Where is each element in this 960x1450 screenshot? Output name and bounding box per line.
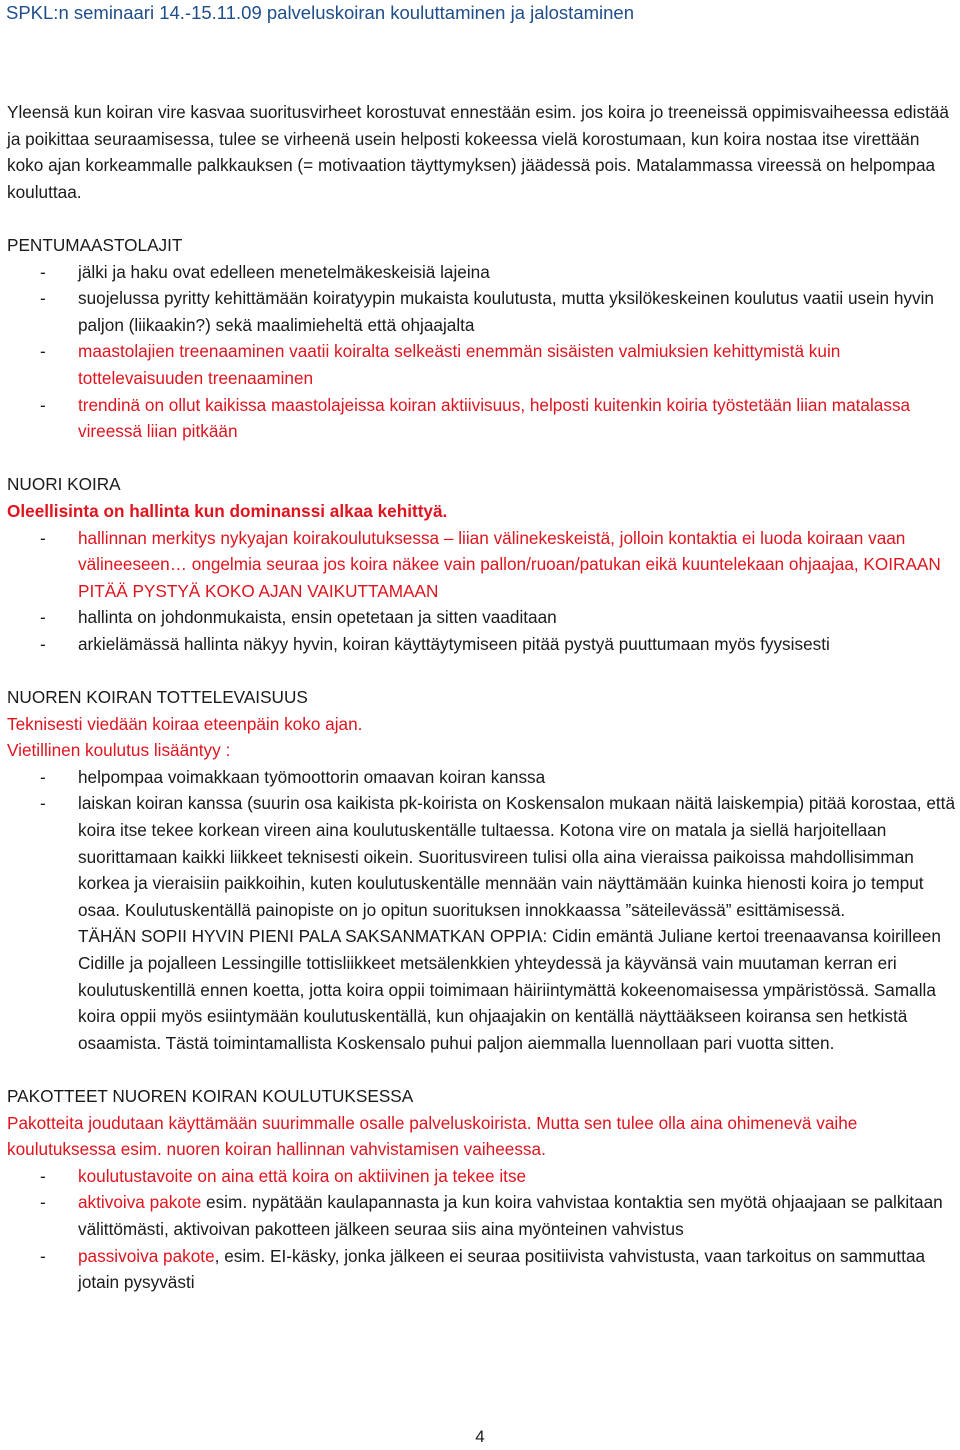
list-item: - jälki ja haku ovat edelleen menetelmäkeskeisiä lajeina [7, 259, 957, 286]
term-aktivoiva-pakote: aktivoiva pakote [78, 1192, 202, 1213]
list-item: - helpompaa voimakkaan työmoottorin omaavan koiran kanssa [7, 764, 957, 791]
list-item: - suojelussa pyritty kehittämään koiratyypin mukaista koulutusta, mutta yksilökeskeinen koulutus vaatii usein hyvin paljon (liikaakin?) sekä maalimieheltä että ohjaajalta [7, 285, 957, 338]
list-item-text: laiskan koiran kanssa (suurin osa kaikista pk-koirista on Koskensalon mukaan näitä laiskempia) pitää korostaa, että koira itse tekee korkean vireen aina koulutuskentälle tultaessa. Kotona vire on matala ja siellä harjoitellaan suorittamaan kaikki liikkeet teknisesti oikein. Suoritusvireen tulisi olla aina vieraissa paikoissa mahdollisimman korkea ja vieraisiin paikkoihin, kuten koulutuskentälle mennään vain näyttämään kuinka hienosti koira jo temput osaa. Koulutuskentällä painopiste on jo opitun suorituksen innokkaassa ”säteilevässä” esittämisessä. [78, 793, 956, 920]
nuori-koira-lead: Oleellisinta on hallinta kun dominanssi alkaa kehittyä. [7, 500, 448, 521]
section-heading-tottelevaisuus: NUOREN KOIRAN TOTTELEVAISUUS [7, 687, 308, 708]
term-passivoiva-pakote: passivoiva pakote [78, 1245, 215, 1266]
list-item: - maastolajien treenaaminen vaatii koiralta selkeästi enemmän sisäisten valmiuksien kehittymistä kuin tottelevaisuuden treenaaminen [7, 338, 957, 391]
list-item [7, 1189, 957, 1242]
section-heading-nuori-koira: NUORI KOIRA [7, 474, 121, 495]
nuori-koira-list [7, 525, 957, 658]
tottelevaisuus-lead-1: Teknisesti viedään koiraa eteenpäin koko ajan. [7, 713, 363, 734]
pentumaastolajit-list [7, 259, 957, 445]
page-header: SPKL:n seminaari 14.-15.11.09 palveluskoiran kouluttaminen ja jalostaminen [6, 2, 634, 23]
section-heading-pentumaastolajit: PENTUMAASTOLAJIT [7, 234, 183, 255]
tottelevaisuus-list [7, 764, 957, 1057]
saksanmatka-note: TÄHÄN SOPII HYVIN PIENI PALA SAKSANMATKAN OPPIA: Cidin emäntä Juliane kertoi treenaavansa koirilleen Cidille ja pojalleen Lessingille tottisliikkeet metsälenkkien yhteydessä ja käyvänsä vain muutaman kerran eri koulutuskentillä ennen koetta, jotta koira oppii toimimaan häiriintymättä kokeenomaisessa ympäristössä. Samalla koira oppii myös esiintymään koulutuskentällä, kun ohjaajakin on kentällä näyttääkseen koiransa sen hetkistä osaamista. Tästä toimintamallista Koskensalo puhui paljon aiemmalla luennollaan pari vuotta sitten. [78, 926, 941, 1053]
list-item [7, 1243, 957, 1296]
intro-paragraph: Yleensä kun koiran vire kasvaa suoritusvirheet korostuvat ennestään esim. jos koira jo treeneissä oppimisvaiheessa edistää ja poikittaa seuraamisessa, tulee se virheenä usein helposti kokeessa vielä korostumaan, kun koira nostaa itse virettään koko ajan korkeammalle palkkauksen (= motivaation täyttymyksen) jäädessä pois. Matalammassa vireessä on helpompaa kouluttaa. [7, 102, 949, 202]
list-item: - trendinä on ollut kaikissa maastolajeissa koiran aktiivisuus, helposti kuitenkin koiria työstetään liian matalassa vireessä liian pitkään [7, 392, 957, 445]
section-heading-pakotteet: PAKOTTEET NUOREN KOIRAN KOULUTUKSESSA [7, 1085, 414, 1106]
list-item: - koulutustavoite on aina että koira on aktiivinen ja tekee itse [7, 1163, 957, 1190]
list-item: - hallinta on johdonmukaista, ensin opetetaan ja sitten vaaditaan [7, 604, 957, 631]
list-item-text: esim. nypätään kaulapannasta ja kun koira vahvistaa kontaktia sen myötä ohjaajaan se palkitaan välittömästi, aktivoivan pakotteen jälkeen seuraa siis aina myönteinen vahvistus [78, 1192, 943, 1239]
pakotteet-list [7, 1163, 957, 1296]
document-body [7, 99, 957, 1296]
list-item-text: , esim. EI-käsky, jonka jälkeen ei seuraa positiivista vahvistusta, vaan tarkoitus on sammuttaa jotain pysyvästi [78, 1245, 926, 1293]
list-item [7, 790, 957, 1056]
tottelevaisuus-lead-2: Vietillinen koulutus lisääntyy : [7, 740, 231, 761]
list-item: - hallinnan merkitys nykyajan koirakoulutuksessa – liian välinekeskeistä, jolloin kontaktia ei luoda koiraan vaan välineeseen… ongelmia seuraa jos koira näkee vain pallon/ruoan/patukan eikä kuuntelekaan ohjaajaa, KOIRAAN PITÄÄ PYSTYÄ KOKO AJAN VAIKUTTAMAAN [7, 525, 957, 605]
pakotteet-lead: Pakotteita joudutaan käyttämään suurimmalle osalle palveluskoirista. Mutta sen tulee olla aina ohimenevä vaihe koulutuksessa esim. nuoren koiran hallinnan vahvistamisen vaiheessa. [7, 1112, 858, 1160]
list-item: - arkielämässä hallinta näkyy hyvin, koiran käyttäytymiseen pitää pystyä puuttumaan myös fyysisesti [7, 631, 957, 658]
page-number: 4 [475, 1427, 485, 1446]
